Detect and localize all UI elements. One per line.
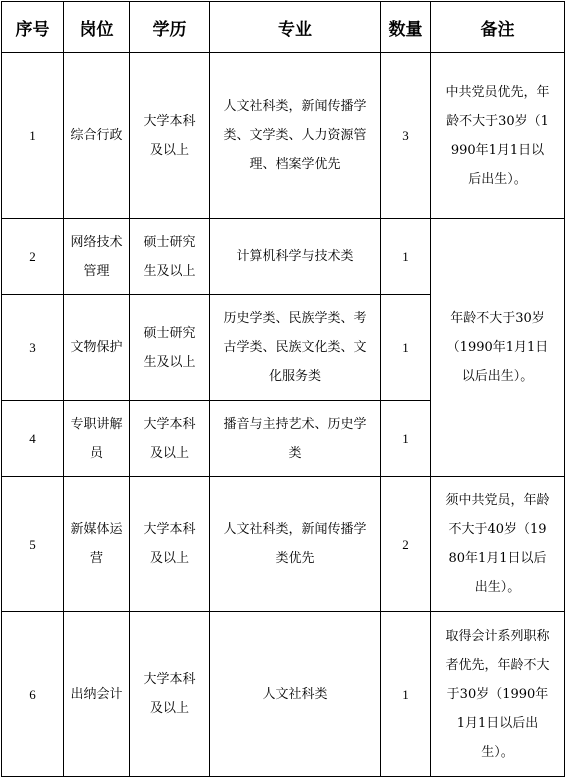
row-number: 4 (2, 401, 64, 477)
header-row (2, 2, 565, 53)
row-number: 5 (2, 477, 64, 612)
education-cell (130, 477, 210, 612)
note-text: 须中共党员，年龄不大于40岁（1980年1月1日以后出生）。 (445, 493, 550, 595)
table-row (2, 477, 565, 612)
major-text: 人文社科类 (262, 686, 328, 702)
education-text: 大学本科及以上 (143, 522, 196, 566)
shared-note-text: 年龄不大于30岁（1990年1月1日以后出生）。 (446, 311, 549, 384)
count-cell: 1 (381, 401, 431, 477)
header-no: 序号 (2, 2, 64, 53)
header-position: 岗位 (64, 2, 130, 53)
education-text: 大学本科及以上 (143, 416, 196, 461)
major-cell (210, 295, 381, 401)
position-text: 出纳会计 (70, 686, 123, 702)
position-text: 网络技术管理 (70, 234, 123, 279)
header-major: 专业 (210, 2, 381, 53)
major-cell (210, 219, 381, 295)
education-cell (130, 295, 210, 401)
recruitment-table (1, 1, 565, 777)
education-cell (130, 219, 210, 295)
education-text: 硕士研究生及以上 (143, 234, 196, 279)
education-cell (130, 53, 210, 219)
row-number: 1 (2, 53, 64, 219)
position-cell (64, 477, 130, 612)
note-cell (431, 53, 565, 219)
position-cell (64, 295, 130, 401)
note-text: 中共党员优先，年龄不大于30岁（1990年1月1日以后出生）。 (445, 84, 550, 187)
position-cell (64, 53, 130, 219)
count-cell: 1 (381, 295, 431, 401)
major-cell (210, 477, 381, 612)
position-cell (64, 219, 130, 295)
major-cell (210, 612, 381, 777)
major-text: 历史学类、民族学类、考古学类、民族文化类、文化服务类 (223, 311, 367, 384)
table-row (2, 219, 565, 295)
position-cell (64, 612, 130, 777)
note-cell (431, 477, 565, 612)
major-cell (210, 53, 381, 219)
header-education: 学历 (130, 2, 210, 53)
row-number: 6 (2, 612, 64, 777)
position-text: 新媒体运营 (70, 522, 123, 566)
education-cell (130, 612, 210, 777)
major-text: 人文社科类，新闻传播学类、文学类、人力资源管理、档案学优先 (223, 99, 367, 172)
count-cell: 2 (381, 477, 431, 612)
position-cell (64, 401, 130, 477)
count-cell: 1 (381, 612, 431, 777)
table-row (2, 53, 565, 219)
major-text: 人文社科类，新闻传播学类优先 (223, 522, 367, 566)
table-row (2, 612, 565, 777)
count-cell: 1 (381, 219, 431, 295)
major-text: 播音与主持艺术、历史学类 (223, 416, 367, 461)
header-count: 数量 (381, 2, 431, 53)
major-cell (210, 401, 381, 477)
education-text: 大学本科及以上 (143, 113, 196, 158)
education-text: 硕士研究生及以上 (143, 325, 196, 370)
row-number: 3 (2, 295, 64, 401)
education-text: 大学本科及以上 (143, 672, 196, 716)
education-cell (130, 401, 210, 477)
row-number: 2 (2, 219, 64, 295)
note-text: 取得会计系列职称者优先，年龄不大于30岁（1990年1月1日以后出生）。 (445, 628, 550, 760)
position-text: 专职讲解员 (70, 416, 123, 461)
position-text: 综合行政 (70, 128, 123, 143)
count-cell: 3 (381, 53, 431, 219)
shared-note-cell (431, 219, 565, 477)
note-cell (431, 612, 565, 777)
major-text: 计算机科学与技术类 (236, 249, 354, 264)
header-note: 备注 (431, 2, 565, 53)
position-text: 文物保护 (70, 340, 123, 355)
